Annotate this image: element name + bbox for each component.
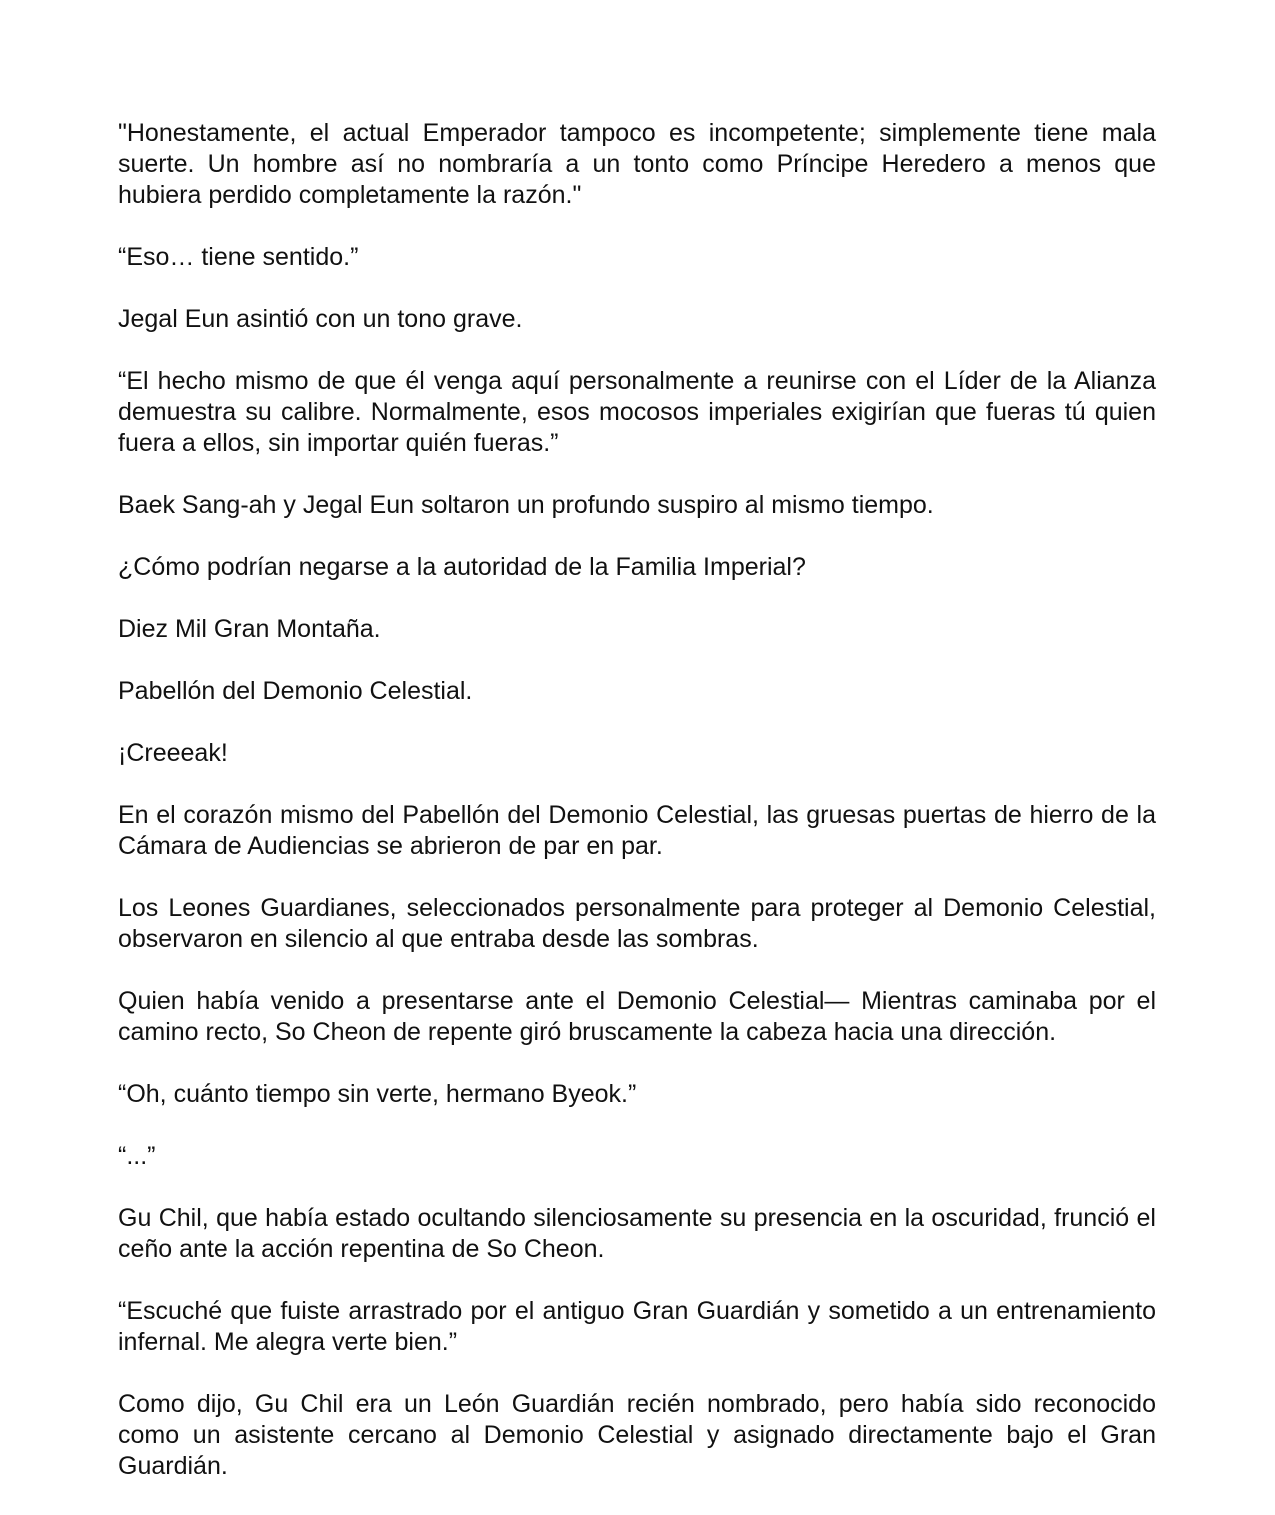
paragraph: ¡Creeeak! (118, 739, 228, 767)
paragraph: Pabellón del Demonio Celestial. (118, 677, 473, 705)
paragraph: ¿Cómo podrían negarse a la autoridad de la Familia Imperial? (118, 553, 806, 581)
paragraph: Como dijo, Gu Chil era un León Guardián recién nombrado, pero había sido reconocido como un asistente cercano al Demonio Celestial y asignado directamente bajo el Gran Guardián. (118, 1390, 1156, 1480)
paragraph: Los Leones Guardianes, seleccionados personalmente para proteger al Demonio Celestial, observaron en silencio al que entraba desde las sombras. (118, 894, 1156, 953)
paragraph: Gu Chil, que había estado ocultando silenciosamente su presencia en la oscuridad, frunció el ceño ante la acción repentina de So Cheon. (118, 1204, 1156, 1263)
paragraph: Quien había venido a presentarse ante el Demonio Celestial— Mientras caminaba por el camino recto, So Cheon de repente giró bruscamente la cabeza hacia una dirección. (118, 987, 1156, 1046)
paragraph: “Eso… tiene sentido.” (118, 243, 359, 271)
paragraph: "Honestamente, el actual Emperador tampoco es incompetente; simplemente tiene mala suerte. Un hombre así no nombraría a un tonto como Príncipe Heredero a menos que hubiera perdido completamente la razón." (118, 119, 1156, 209)
paragraph: Diez Mil Gran Montaña. (118, 615, 381, 643)
paragraph: Baek Sang-ah y Jegal Eun soltaron un profundo suspiro al mismo tiempo. (118, 491, 934, 519)
paragraph: “Escuché que fuiste arrastrado por el antiguo Gran Guardián y sometido a un entrenamiento infernal. Me alegra verte bien.” (118, 1297, 1156, 1356)
paragraph: Jegal Eun asintió con un tono grave. (118, 305, 523, 333)
paragraph: “El hecho mismo de que él venga aquí personalmente a reunirse con el Líder de la Alianza demuestra su calibre. Normalmente, esos mocosos imperiales exigirían que fueras tú quien fuera a ellos, sin importar quién fueras.” (118, 367, 1156, 457)
paragraph: “...” (118, 1142, 156, 1170)
paragraph: “Oh, cuánto tiempo sin verte, hermano Byeok.” (118, 1080, 637, 1108)
document-page (118, 118, 1156, 1513)
paragraph: En el corazón mismo del Pabellón del Demonio Celestial, las gruesas puertas de hierro de la Cámara de Audiencias se abrieron de par en par. (118, 801, 1156, 860)
